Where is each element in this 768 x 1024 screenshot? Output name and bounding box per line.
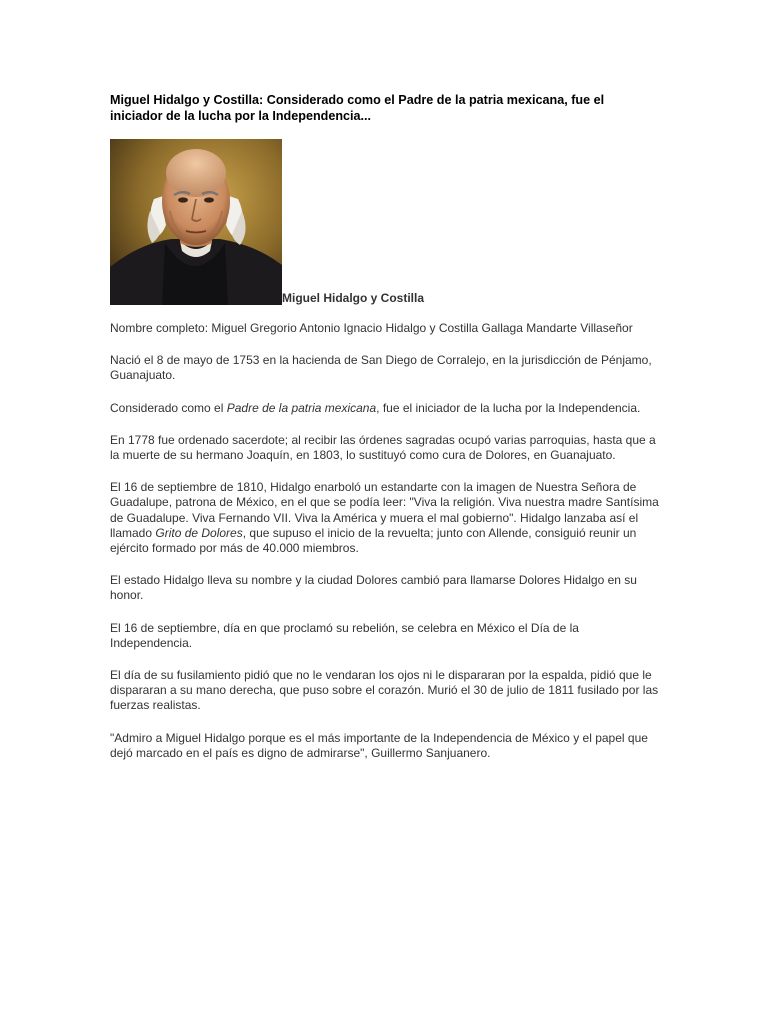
paragraph-quote: "Admiro a Miguel Hidalgo porque es el más importante de la Independencia de México y el papel que dejó marcado en el país es digno de admirarse", Guillermo Sanjuanero. — [110, 730, 648, 760]
paragraph-birth: Nació el 8 de mayo de 1753 en la hacienda de San Diego de Corralejo, en la jurisdicción de Pénjamo, Guanajuato. — [110, 353, 652, 383]
paragraph-state-name: El estado Hidalgo lleva su nombre y la ciudad Dolores cambió para llamarse Dolores Hidalgo en su honor. — [110, 573, 637, 603]
paragraph-father-of-nation — [110, 401, 660, 416]
paragraph-execution: El día de su fusilamiento pidió que no le vendaran los ojos ni le dispararan por la espalda, pidió que le dispararan a su mano derecha, que puso sobre el corazón. Murió el 30 de julio de 1811 fusilado por las fuerzas realistas. — [110, 668, 659, 713]
paragraph-text: El 16 de septiembre de 1810, Hidalgo enarboló un estandarte con la imagen de Nuestra Señora de Guadalupe, patrona de México, en el que se podía leer: "Viva la religión. Viva nuestra madre Santísima de Guadalupe. Viva Fernando VII. Viva la América y muera el mal gobierno". Hidalgo lanzaba así el llamado — [110, 480, 659, 540]
paragraph-independence-day: El 16 de septiembre, día en que proclamó su rebelión, se celebra en México el Día de la Independencia. — [110, 620, 579, 650]
portrait-figure — [110, 139, 660, 305]
paragraph-text: , fue el iniciador de la lucha por la Independencia. — [376, 400, 641, 415]
paragraph-priesthood: En 1778 fue ordenado sacerdote; al recibir las órdenes sagradas ocupó varias parroquias, hasta que a la muerte de su hermano Joaquín, en 1803, lo sustituyó como cura de Dolores, en Guanajuato. — [110, 432, 656, 463]
portrait-caption: Miguel Hidalgo y Costilla — [282, 291, 425, 305]
paragraph-text: , que supuso el inicio de la revuelta; junto con Allende, consiguió reunir un ejército formado por más de 40.000 miembros. — [110, 525, 637, 556]
paragraph-text: Considerado como el — [110, 400, 227, 415]
paragraph-emphasis: Padre de la patria mexicana — [226, 400, 377, 415]
paragraph-full-name: Nombre completo: Miguel Gregorio Antonio Ignacio Hidalgo y Costilla Gallaga Mandarte Villaseñor — [110, 321, 633, 335]
paragraph-grito-de-dolores — [110, 480, 660, 556]
document-page — [110, 92, 660, 778]
paragraph-emphasis: Grito de Dolores — [155, 525, 243, 540]
portrait-image — [110, 139, 282, 305]
document-title: Miguel Hidalgo y Costilla: Considerado como el Padre de la patria mexicana, fue el iniciador de la lucha por la Independencia... — [110, 93, 605, 123]
